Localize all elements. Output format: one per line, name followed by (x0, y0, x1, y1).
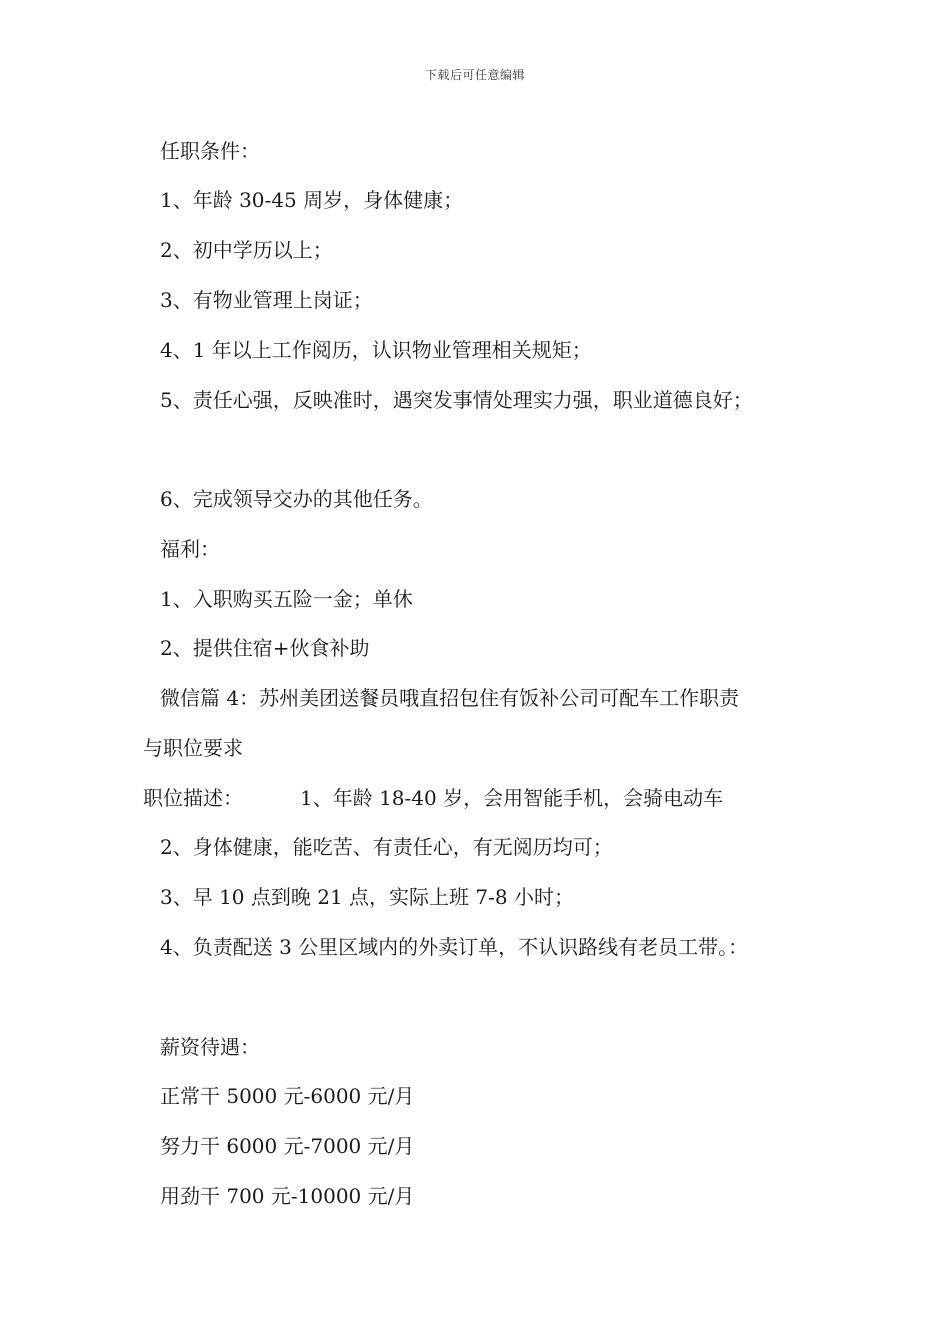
requirement-item: 6、完成领导交办的其他任务。 (160, 487, 433, 511)
job-description-label: 职位描述： (143, 786, 243, 810)
requirement-item: 5、责任心强，反映准时，遇突发事情处理实力强，职业道德良好； (160, 388, 753, 412)
salary-item: 用劲干 700 元-10000 元/月 (160, 1184, 415, 1208)
job-description-item: 4、负责配送 3 公里区域内的外卖订单，不认识路线有老员工带。： (160, 935, 749, 959)
requirement-item: 3、有物业管理上岗证； (160, 288, 373, 312)
benefit-item: 1、入职购买五险一金；单休 (160, 587, 413, 611)
job-description-item: 1、年龄 18-40 岁，会用智能手机，会骑电动车 (300, 786, 724, 810)
benefit-item: 2、提供住宿+伙食补助 (160, 636, 370, 660)
benefits-title: 福利： (160, 537, 220, 561)
post4-title-line2: 与职位要求 (143, 736, 243, 760)
salary-item: 正常干 5000 元-6000 元/月 (160, 1084, 415, 1108)
requirement-item: 4、1 年以上工作阅历，认识物业管理相关规矩； (160, 338, 592, 362)
requirement-item: 1、年龄 30-45 周岁，身体健康； (160, 188, 464, 212)
salary-title: 薪资待遇： (160, 1035, 260, 1059)
salary-item: 努力干 6000 元-7000 元/月 (160, 1134, 415, 1158)
requirement-item: 2、初中学历以上； (160, 238, 333, 262)
job-description-item: 3、早 10 点到晚 21 点，实际上班 7-8 小时； (160, 885, 574, 909)
job-description-item: 2、身体健康，能吃苦、有责任心，有无阅历均可； (160, 835, 613, 859)
requirements-title: 任职条件： (160, 139, 260, 163)
page-header-note: 下载后可任意编辑 (424, 68, 525, 82)
post4-title-line1: 微信篇 4：苏州美团送餐员哦直招包住有饭补公司可配车工作职责 (160, 686, 740, 710)
